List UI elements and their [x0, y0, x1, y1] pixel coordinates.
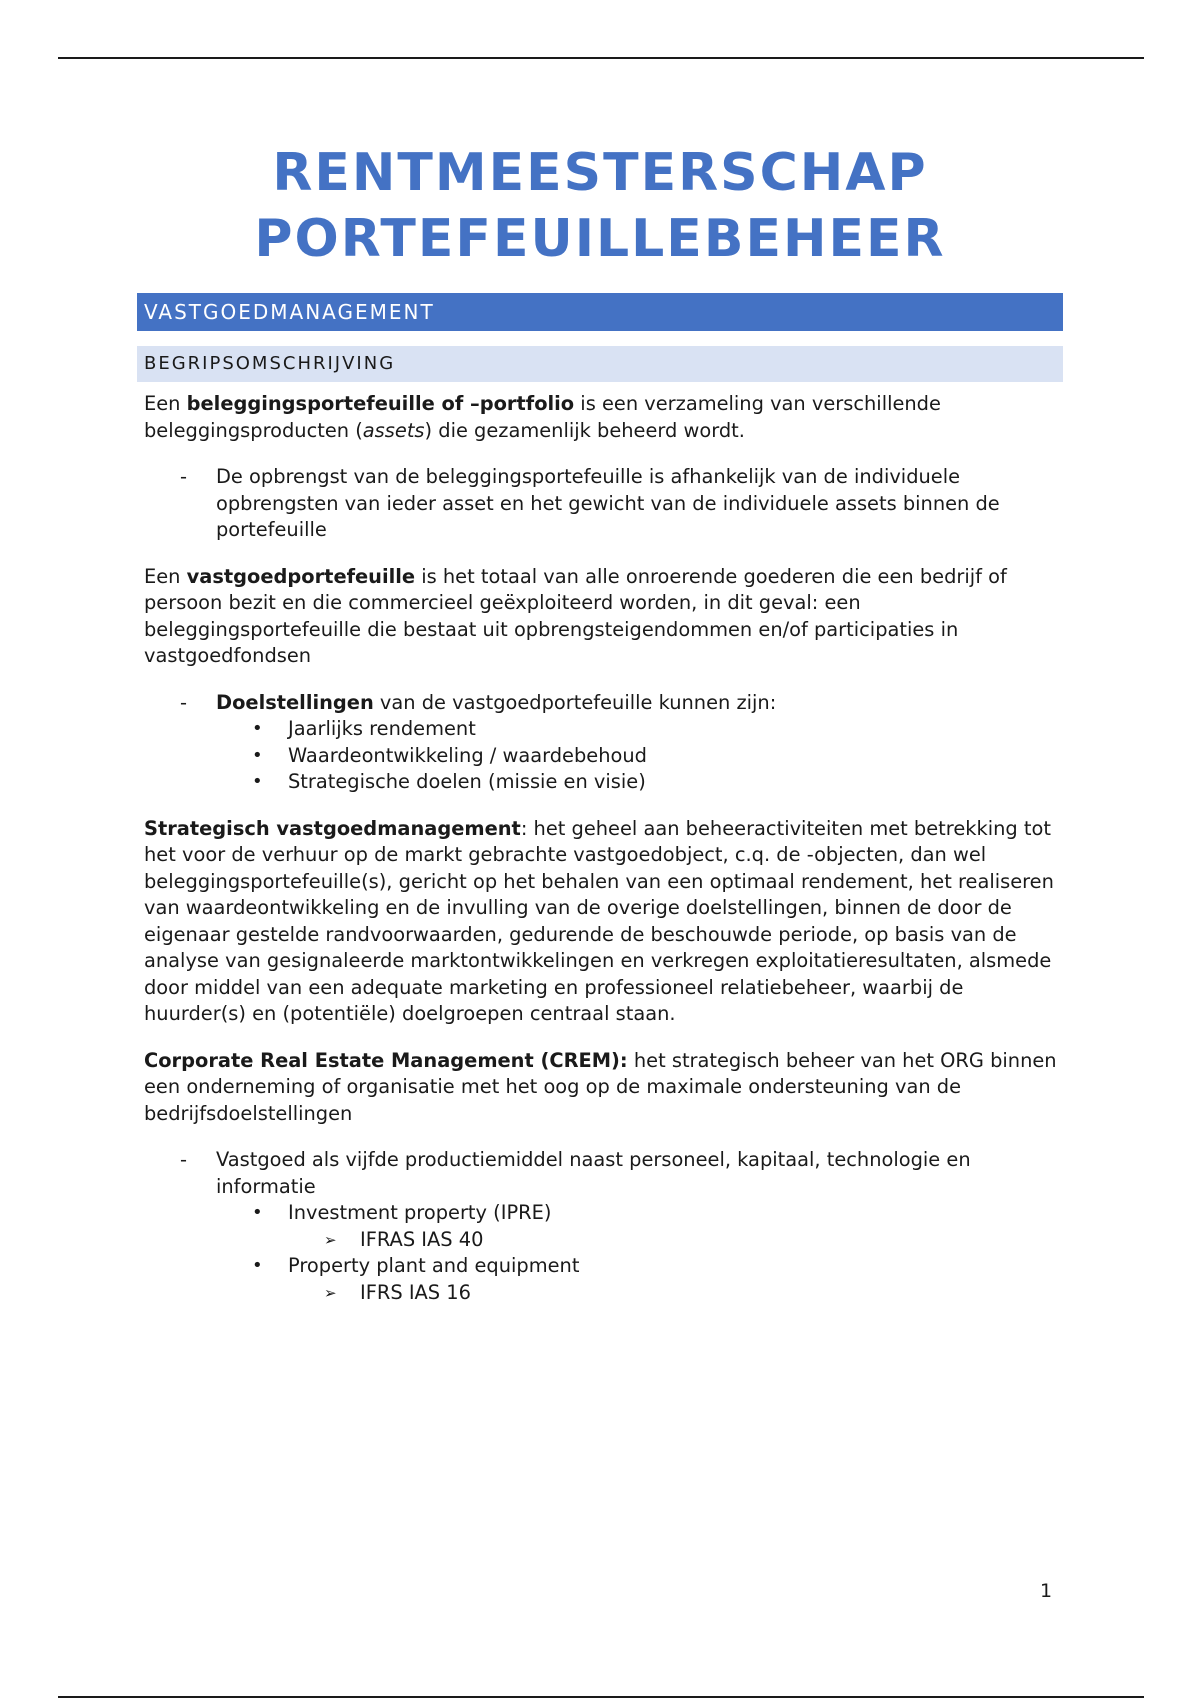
term-assets: assets: [362, 418, 425, 442]
list-item-text: Property plant and equipment: [288, 1254, 580, 1277]
list-item-text: IFRS IAS 16: [360, 1280, 471, 1304]
paragraph-vastgoedportefeuille: [144, 564, 1064, 670]
list-item-text: van de vastgoedportefeuille kunnen zijn:: [373, 690, 777, 714]
arrow-marker-icon: ➢: [324, 1230, 337, 1249]
sublist-property: [216, 1200, 1064, 1306]
list-item-text: Investment property (IPRE): [288, 1201, 552, 1224]
list-item: [216, 1200, 1064, 1253]
text: ) die gezamenlijk beheerd wordt.: [424, 418, 745, 442]
list-item: [144, 464, 1064, 544]
list-item: [216, 743, 1064, 770]
title-line-1: RENTMEESTERSCHAP: [272, 143, 928, 203]
text: : het geheel aan beheeractiviteiten met betrekking tot het voor de verhuur op de markt gebrachte vastgoedobject, c.q. de -objecten, dan wel beleggingsportefeuille(s), gericht op het behalen van een optimaal rendement, het realiseren van waardeontwikkeling en de invulling van de overige doelstellingen, binnen de door de eigenaar gestelde randvoorwaarden, gedurende de beschouwde periode, op basis van de analyse van gesignaleerde marktontwikkelingen en verkregen exploitatieresultaten, alsmede door middel van een adequate marketing en professioneel relatiebeheer, waarbij de huurder(s) en (potentiële) doelgroepen centraal staan.: [144, 816, 1054, 1025]
list-item-text: Waardeontwikkeling / waardebehoud: [288, 743, 647, 767]
dash-marker: -: [180, 1148, 187, 1171]
bullet-marker: •: [252, 718, 263, 739]
document-body: [144, 391, 1064, 1326]
list-doelstellingen: [144, 690, 1064, 796]
list-item: [144, 1147, 1064, 1306]
term-doelstellingen: Doelstellingen: [216, 690, 374, 714]
term-beleggingsportefeuille: beleggingsportefeuille of –portfolio: [186, 392, 575, 415]
heading-vastgoedmanagement: VASTGOEDMANAGEMENT: [137, 293, 1063, 331]
text: Een: [144, 564, 187, 588]
text: Een: [144, 392, 187, 415]
list-productiemiddel: [144, 1147, 1064, 1306]
arrow-marker-icon: ➢: [324, 1283, 337, 1302]
term-strategisch-vastgoedmanagement: Strategisch vastgoedmanagement: [144, 816, 521, 840]
footer-rule: [58, 1696, 1144, 1698]
list-item-text: Strategische doelen (missie en visie): [288, 770, 646, 793]
bullet-marker: •: [252, 1255, 263, 1276]
list-item: [288, 1280, 1064, 1307]
text: het strategisch beheer van het ORG binnen een onderneming of organisatie met het oog op de maximale ondersteuning van de bedrijfsdoelstellingen: [144, 1048, 1057, 1125]
dash-marker: -: [180, 465, 187, 488]
list-item: [288, 1227, 1064, 1254]
title-line-2: PORTEFEUILLEBEHEER: [254, 209, 946, 269]
list-item-text: Vastgoed als vijfde productiemiddel naast personeel, kapitaal, technologie en informatie: [216, 1148, 971, 1198]
sublist-doelstellingen: [216, 716, 1064, 796]
bullet-marker: •: [252, 771, 263, 792]
list-item: [216, 769, 1064, 796]
page-number: 1: [1040, 1580, 1053, 1602]
header-rule: [58, 57, 1144, 59]
list-item-text: De opbrengst van de beleggingsportefeuille is afhankelijk van de individuele opbrengsten van ieder asset en het gewicht van de individuele assets binnen de portefeuille: [216, 465, 1000, 541]
paragraph-crem: [144, 1048, 1064, 1128]
list-item-text: Jaarlijks rendement: [288, 717, 476, 740]
bullet-marker: •: [252, 744, 263, 766]
term-vastgoedportefeuille: vastgoedportefeuille: [186, 564, 416, 588]
sublist-standard: [288, 1280, 1064, 1307]
list-item: [216, 716, 1064, 743]
bullet-marker: •: [252, 1202, 263, 1223]
paragraph-strategisch-vastgoedmanagement: [144, 816, 1064, 1028]
text: is een verzameling van verschillende beleggingsproducten (: [144, 392, 941, 442]
list-item-text: IFRAS IAS 40: [360, 1227, 484, 1251]
dash-marker: -: [180, 690, 187, 714]
text: is het totaal van alle onroerende goederen die een bedrijf of persoon bezit en die commercieel geëxploiteerd worden, in dit geval: een beleggingsportefeuille die bestaat uit opbrengsteigendommen en/of participaties in vastgoedfondsen: [144, 564, 1007, 667]
paragraph-beleggingsportefeuille: [144, 391, 1064, 444]
list-item: [144, 690, 1064, 796]
heading-begripsomschrijving: BEGRIPSOMSCHRIJVING: [137, 346, 1063, 382]
sublist-standard: [288, 1227, 1064, 1254]
document-title: [0, 140, 1200, 272]
term-crem: Corporate Real Estate Management (CREM):: [144, 1048, 628, 1072]
list-item: [216, 1253, 1064, 1306]
list-opbrengst: [144, 464, 1064, 544]
